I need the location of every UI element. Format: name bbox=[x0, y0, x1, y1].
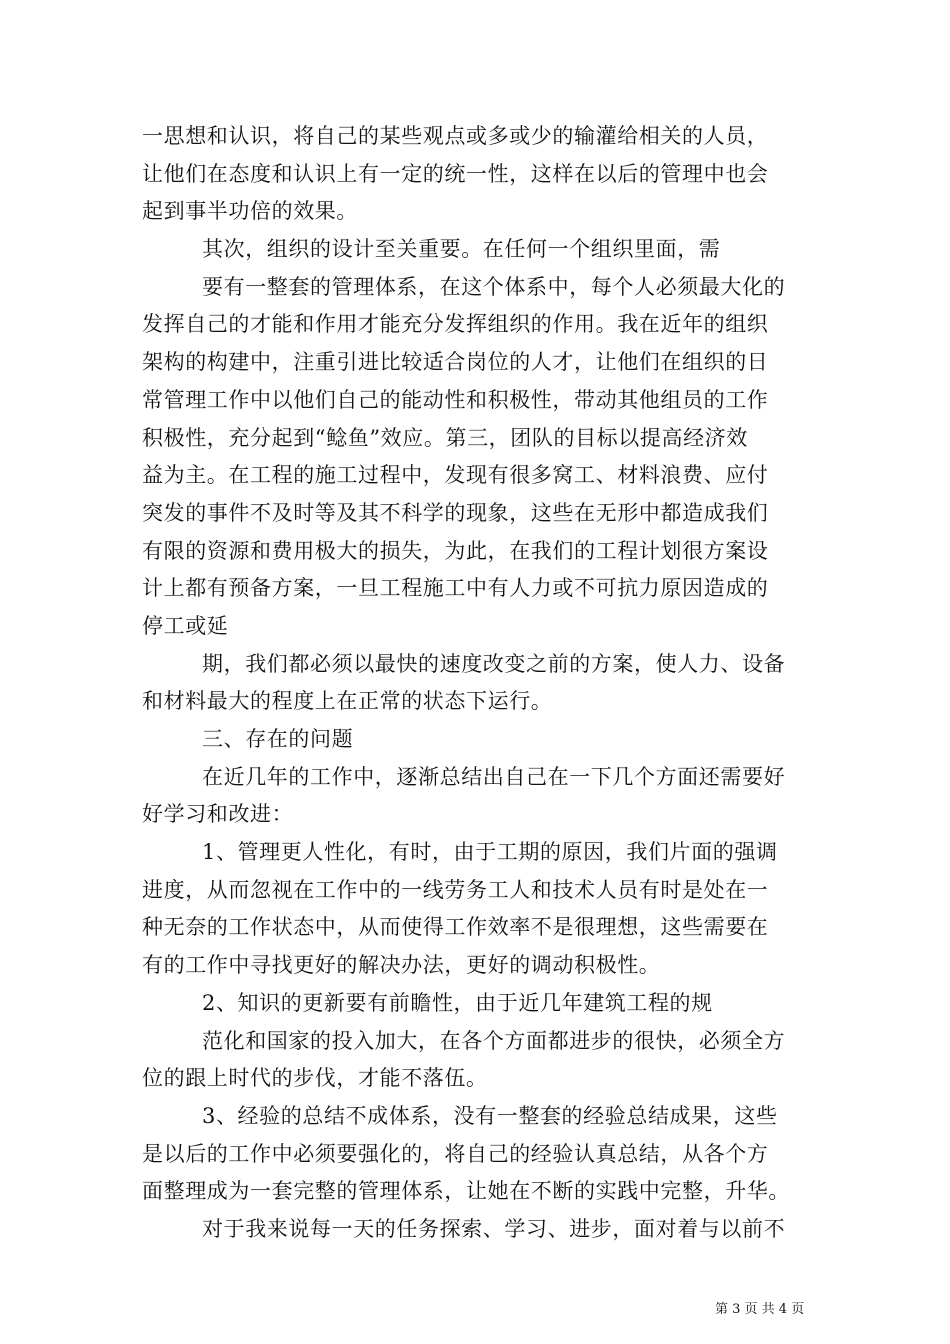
text-line: 让他们在态度和认识上有一定的统一性，这样在以后的管理中也会 bbox=[142, 161, 769, 186]
text-line: 积极性，充分起到“鲶鱼”效应。第三，团队的目标以提高经济效 bbox=[142, 425, 748, 450]
text-line: 是以后的工作中必须要强化的，将自己的经验认真总结，从各个方 bbox=[142, 1141, 769, 1166]
text-line: 要有一整套的管理体系，在这个体系中，每个人必须最大化的 bbox=[202, 274, 786, 299]
text-line: 面整理成为一套完整的管理体系，让她在不断的实践中完整，升华。 bbox=[142, 1179, 790, 1204]
text-line: 起到事半功倍的效果。 bbox=[142, 199, 358, 224]
document-body bbox=[142, 118, 814, 1249]
text-line: 停工或延 bbox=[142, 613, 229, 638]
text-line: 3、经验的总结不成体系，没有一整套的经验总结成果，这些 bbox=[202, 1103, 778, 1128]
text-line: 期，我们都必须以最快的速度改变之前的方案，使人力、设备 bbox=[202, 651, 786, 676]
text-line: 在近几年的工作中，逐渐总结出自己在一下几个方面还需要好 bbox=[202, 764, 786, 789]
text-line: 计上都有预备方案，一旦工程施工中有人力或不可抗力原因造成的 bbox=[142, 576, 769, 601]
text-line: 突发的事件不及时等及其不科学的现象，这些在无形中都造成我们 bbox=[142, 500, 769, 525]
text-line: 种无奈的工作状态中，从而使得工作效率不是很理想，这些需要在 bbox=[142, 915, 769, 940]
text-line: 有限的资源和费用极大的损失，为此，在我们的工程计划很方案设 bbox=[142, 538, 769, 563]
text-line: 发挥自己的才能和作用才能充分发挥组织的作用。我在近年的组织 bbox=[142, 312, 769, 337]
text-line: 有的工作中寻找更好的解决办法，更好的调动积极性。 bbox=[142, 953, 661, 978]
text-line: 2、知识的更新要有前瞻性，由于近几年建筑工程的规 bbox=[202, 990, 713, 1015]
text-line: 益为主。在工程的施工过程中，发现有很多窝工、材料浪费、应付 bbox=[142, 463, 769, 488]
text-line: 其次，组织的设计至关重要。在任何一个组织里面，需 bbox=[202, 237, 721, 262]
text-line: 架构的构建中，注重引进比较适合岗位的人才，让他们在组织的日 bbox=[142, 350, 769, 375]
text-line: 常管理工作中以他们自己的能动性和积极性，带动其他组员的工作 bbox=[142, 387, 769, 412]
text-line: 范化和国家的投入加大，在各个方面都进步的很快，必须全方 bbox=[202, 1028, 786, 1053]
text-line: 和材料最大的程度上在正常的状态下运行。 bbox=[142, 689, 553, 714]
text-line: 位的跟上时代的步伐，才能不落伍。 bbox=[142, 1066, 488, 1091]
text-line: 一思想和认识，将自己的某些观点或多或少的输灌给相关的人员， bbox=[142, 124, 769, 148]
text-line: 好学习和改进： bbox=[142, 802, 294, 827]
text-line: 进度，从而忽视在工作中的一线劳务工人和技术人员有时是处在一 bbox=[142, 877, 769, 902]
page-number: 第 3 页 共 4 页 bbox=[715, 1302, 805, 1317]
text-line: 三、存在的问题 bbox=[202, 727, 354, 751]
text-line: 1、管理更人性化，有时，由于工期的原因，我们片面的强调 bbox=[202, 840, 778, 865]
text-line: 对于我来说每一天的任务探索、学习、进步，面对着与以前不 bbox=[202, 1216, 786, 1241]
